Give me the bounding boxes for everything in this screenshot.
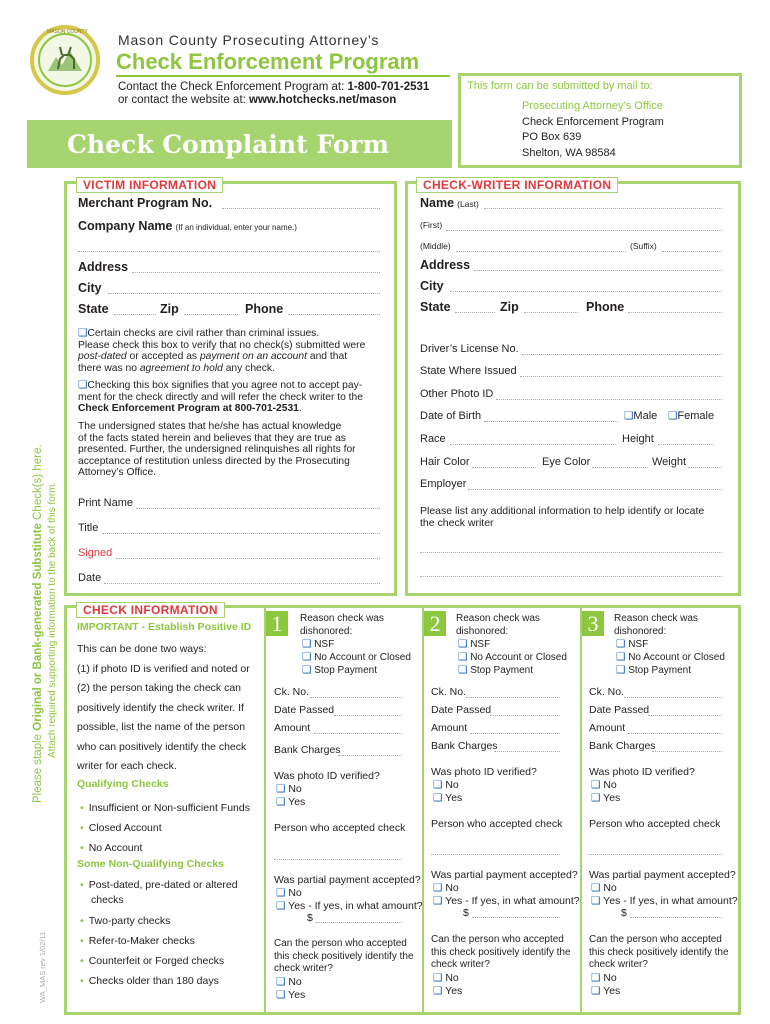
company-label: Company Name (If an individual, enter your name.) (78, 219, 297, 233)
ck-no-input-3[interactable] (624, 688, 722, 698)
victim-phone-input[interactable] (288, 305, 380, 315)
reason-heading-2: Reason check was dishonored: (456, 613, 540, 637)
weight-label: Weight (652, 456, 687, 468)
undersigned-paragraph: The undersigned states that he/she has actual knowledge of the facts stated herein and believes that they are true as presented. Further, the undersigned relinquishes all rights for acceptance of restitution unless directed by the Prosecuting Attorney’s Office. (78, 421, 356, 478)
victim-state-label: State (78, 302, 109, 316)
race-input[interactable] (450, 435, 616, 445)
accepted-by-label-1: Person who accepted check (274, 822, 406, 834)
list-item: • Refer-to-Maker checks (80, 935, 195, 947)
contact-prefix: Contact the Check Enforcement Program at: (118, 81, 348, 93)
print-name-label: Print Name (78, 497, 134, 509)
identify-q-1: Can the person who accepted this check positively identify the check writer? (274, 938, 414, 974)
mail-line-1: Prosecuting Attorney’s Office (522, 100, 663, 112)
writer-first-input[interactable] (446, 221, 722, 231)
list-item: checks (91, 894, 124, 906)
instruction-line: possible, list the name of the person (77, 721, 246, 733)
signed-label: Signed (78, 547, 113, 559)
partial-yes-3[interactable]: ❑ Yes - If yes, in what amount? (591, 895, 738, 907)
date-input[interactable] (104, 574, 380, 584)
writer-state-label: State (420, 300, 451, 314)
victim-city-input[interactable] (108, 284, 380, 294)
title-label: Title (78, 522, 99, 534)
nonqualifying-heading: Some Non-Qualifying Checks (77, 858, 225, 870)
hair-input[interactable] (472, 458, 536, 468)
writer-phone-label: Phone (586, 300, 625, 314)
partial-no-3[interactable]: ❑ No (591, 882, 617, 894)
writer-suffix-input[interactable] (662, 242, 722, 252)
check-info-legend: CHECK INFORMATION (76, 602, 225, 618)
accepted-by-input-2[interactable] (431, 845, 560, 855)
column-divider-2 (580, 608, 582, 1012)
other-id-input[interactable] (496, 390, 722, 400)
victim-legend: VICTIM INFORMATION (76, 177, 223, 193)
program-name: Check Enforcement Program (116, 49, 420, 74)
identify-q-3: Can the person who accepted this check positively identify the check writer? (589, 934, 729, 970)
bank-charges-label-1: Bank Charges (274, 744, 341, 756)
male-checkbox[interactable]: ❑ (624, 410, 634, 422)
date-passed-input-1[interactable] (334, 706, 402, 716)
photo-q-1: Was photo ID verified? (274, 770, 380, 782)
list-item: • Post-dated, pre-dated or altered (80, 879, 238, 891)
contact-web[interactable]: www.hotchecks.net/mason (249, 94, 397, 106)
photo-no-3[interactable]: ❑ No (591, 779, 617, 791)
reason-closed-3[interactable]: ❑ No Account or Closed (616, 651, 725, 663)
partial-no-1[interactable]: ❑ No (276, 887, 302, 899)
employer-input[interactable] (468, 480, 722, 490)
victim-phone-label: Phone (245, 302, 284, 316)
partial-yes-1[interactable]: ❑ Yes - If yes, in what amount? (276, 900, 423, 912)
identify-no-2[interactable]: ❑ No (433, 972, 459, 984)
eye-label: Eye Color (542, 456, 591, 468)
height-input[interactable] (658, 435, 714, 445)
date-passed-label-3: Date Passed (589, 704, 650, 716)
photo-no-2[interactable]: ❑ No (433, 779, 459, 791)
contact-line-1 (118, 81, 429, 93)
race-label: Race (420, 433, 446, 445)
form-title-banner (27, 120, 452, 168)
writer-middle-label: (Middle) (420, 241, 451, 251)
list-item: • Insufficient or Non-sufficient Funds (80, 802, 250, 814)
list-item: • Checks older than 180 days (80, 975, 219, 987)
photo-q-3: Was photo ID verified? (589, 766, 695, 778)
dl-input[interactable] (522, 345, 722, 355)
dob-label: Date of Birth (420, 410, 482, 422)
accepted-by-label-3: Person who accepted check (589, 818, 721, 830)
writer-address-input[interactable] (474, 261, 722, 271)
instruction-line: (2) the person taking the check can (77, 682, 242, 694)
other-id-label: Other Photo ID (420, 388, 494, 400)
reason-options-2 (458, 638, 567, 677)
title-input[interactable] (102, 524, 380, 534)
victim-zip-label: Zip (160, 302, 179, 316)
amount-label-2: Amount (431, 722, 468, 734)
writer-name-label: Name (Last) (420, 196, 479, 210)
partial-q-1: Was partial payment accepted? (274, 874, 421, 886)
reason-stop-3[interactable]: ❑ Stop Payment (616, 664, 692, 676)
identify-q-2: Can the person who accepted this check positively identify the check writer? (431, 934, 571, 970)
merchant-label: Merchant Program No. (78, 196, 213, 210)
company-input[interactable] (78, 242, 380, 252)
partial-dollar-1: $ (307, 912, 313, 924)
date-passed-input-2[interactable] (490, 706, 560, 716)
reason-options-1 (302, 638, 411, 677)
dl-label: Driver’s License No. (420, 343, 519, 355)
instruction-line: This can be done two ways: (77, 643, 207, 655)
elk-icon (34, 29, 96, 91)
ck-no-label-3: Ck. No. (589, 686, 625, 698)
identify-yes-2[interactable]: ❑ Yes (433, 985, 463, 997)
header-rule (116, 75, 450, 77)
date-passed-input-3[interactable] (648, 706, 722, 716)
weight-input[interactable] (688, 458, 722, 468)
eye-input[interactable] (592, 458, 648, 468)
writer-zip-input[interactable] (524, 303, 578, 313)
writer-zip-label: Zip (500, 300, 519, 314)
positive-id-instructions (77, 640, 250, 777)
instruction-line: writer for each check. (77, 760, 177, 772)
writer-phone-input[interactable] (628, 303, 722, 313)
instruction-line: positively identify the check writer. If (77, 701, 244, 714)
mail-intro: This form can be submitted by mail to: (467, 80, 653, 92)
male-option[interactable]: ❑Male (624, 410, 658, 422)
reason-nsf-1[interactable]: ❑ NSF (302, 638, 335, 650)
qualifying-list (80, 798, 250, 858)
column-divider-left (264, 608, 266, 1012)
nonqualifying-list (80, 878, 238, 989)
check-column-number-2: 2 (424, 611, 446, 636)
staple-instruction (32, 383, 44, 803)
reason-stop-1[interactable]: ❑ Stop Payment (302, 664, 378, 676)
female-option[interactable]: ❑Female (668, 410, 715, 422)
additional-input-1[interactable] (420, 543, 722, 553)
logo-ring-text: MASON COUNTY (47, 29, 88, 35)
accepted-by-input-1[interactable] (274, 850, 402, 860)
bank-charges-label-2: Bank Charges (431, 740, 498, 752)
staple-bold: Original or Bank-generated Substitute (32, 523, 44, 731)
bank-charges-input-3[interactable] (652, 742, 722, 752)
writer-state-input[interactable] (455, 303, 495, 313)
date-passed-label-1: Date Passed (274, 704, 335, 716)
partial-q-2: Was partial payment accepted? (431, 869, 578, 881)
writer-legend: CHECK-WRITER INFORMATION (416, 177, 618, 193)
partial-amount-input-1[interactable] (316, 913, 402, 923)
contact-line-2 (118, 94, 396, 106)
identify-no-1[interactable]: ❑ No (276, 976, 302, 988)
photo-no-1[interactable]: ❑ No (276, 783, 302, 795)
list-item: • Two-party checks (80, 915, 171, 927)
mail-line-2: Check Enforcement Program (522, 116, 664, 128)
qualifying-heading: Qualifying Checks (77, 778, 169, 790)
list-item: • No Account (80, 842, 143, 854)
ck-no-input-2[interactable] (466, 688, 560, 698)
reason-heading-3: Reason check was dishonored: (614, 613, 698, 637)
amount-label-1: Amount (274, 722, 311, 734)
state-issued-label: State Where Issued (420, 365, 517, 377)
amount-input-2[interactable] (470, 724, 560, 734)
web-prefix: or contact the website at: (118, 94, 250, 106)
female-checkbox[interactable]: ❑ (668, 410, 678, 422)
photo-yes-3[interactable]: ❑ Yes (591, 792, 621, 804)
reason-stop-2[interactable]: ❑ Stop Payment (458, 664, 534, 676)
mail-line-3: PO Box 639 (522, 131, 582, 143)
dob-input[interactable] (484, 412, 618, 422)
photo-yes-1[interactable]: ❑ Yes (276, 796, 306, 808)
writer-middle-input[interactable] (456, 242, 626, 252)
reason-closed-2[interactable]: ❑ No Account or Closed (458, 651, 567, 663)
writer-city-input[interactable] (450, 282, 722, 292)
date-label: Date (78, 572, 102, 584)
civil-paragraph: ❑Certain checks are civil rather than criminal issues. Please check this box to verify that no check(s) submitted were post-dated or accepted as payment on an account and that there was no agreement to hold any check. (78, 327, 366, 374)
attach-instruction: Attach required supporting information to the back of this form. (47, 481, 58, 758)
reason-nsf-2[interactable]: ❑ NSF (458, 638, 491, 650)
list-item: • Closed Account (80, 822, 162, 834)
victim-zip-input[interactable] (184, 305, 238, 315)
bank-charges-label-3: Bank Charges (589, 740, 656, 752)
employer-label: Employer (420, 478, 467, 490)
writer-last-input[interactable] (484, 199, 722, 209)
accepted-by-input-3[interactable] (589, 845, 722, 855)
writer-first-label: (First) (420, 220, 443, 230)
important-note: IMPORTANT - Establish Positive ID (77, 621, 252, 633)
ck-no-label-1: Ck. No. (274, 686, 310, 698)
additional-input-2[interactable] (420, 567, 722, 577)
amount-input-3[interactable] (628, 724, 722, 734)
partial-amount-input-3[interactable] (630, 908, 722, 918)
photo-yes-2[interactable]: ❑ Yes (433, 792, 463, 804)
identify-yes-1[interactable]: ❑ Yes (276, 989, 306, 1001)
state-issued-input[interactable] (520, 367, 722, 377)
identify-no-3[interactable]: ❑ No (591, 972, 617, 984)
bank-charges-input-2[interactable] (494, 742, 560, 752)
mail-line-4: Shelton, WA 98584 (522, 147, 616, 159)
height-label: Height (622, 433, 654, 445)
county-seal-logo (30, 25, 100, 95)
agree-paragraph: ❑Checking this box signifies that you agree not to accept pay- ment for the check directly and will refer the check writer to the Check Enforcement Program at 800-701-2531. (78, 379, 363, 414)
print-name-input[interactable] (136, 499, 380, 509)
reason-options-3 (616, 638, 725, 677)
column-divider-1 (422, 608, 424, 1012)
accepted-by-label-2: Person who accepted check (431, 818, 563, 830)
civil-checkbox[interactable]: ❑ (78, 327, 88, 339)
reason-closed-1[interactable]: ❑ No Account or Closed (302, 651, 411, 663)
instruction-line: who can positively identify the check (77, 740, 247, 753)
victim-address-input[interactable] (132, 263, 380, 273)
reason-nsf-3[interactable]: ❑ NSF (616, 638, 649, 650)
signed-input[interactable] (116, 549, 380, 559)
agree-checkbox[interactable]: ❑ (78, 379, 88, 391)
partial-dollar-2: $ (463, 907, 469, 919)
instruction-line: (1) if photo ID is verified and noted or (77, 662, 250, 675)
revision-note: WA_MAS rev 1/02/11 (38, 931, 47, 1003)
ck-no-label-2: Ck. No. (431, 686, 467, 698)
amount-input-1[interactable] (314, 724, 402, 734)
identify-yes-3[interactable]: ❑ Yes (591, 985, 621, 997)
form-title: Check Complaint Form (67, 130, 390, 159)
check-column-number-3: 3 (582, 611, 604, 636)
partial-dollar-3: $ (621, 907, 627, 919)
bank-charges-input-1[interactable] (338, 746, 402, 756)
partial-no-2[interactable]: ❑ No (433, 882, 459, 894)
writer-address-label: Address (420, 258, 471, 272)
hair-label: Hair Color (420, 456, 470, 468)
writer-city-label: City (420, 279, 444, 293)
ck-no-input-1[interactable] (310, 688, 402, 698)
partial-yes-2[interactable]: ❑ Yes - If yes, in what amount? (433, 895, 580, 907)
additional-info-label: Please list any additional information to help identify or locate the check writer (420, 505, 705, 529)
photo-q-2: Was photo ID verified? (431, 766, 537, 778)
victim-state-input[interactable] (114, 305, 156, 315)
list-item: • Counterfeit or Forged checks (80, 955, 225, 967)
partial-q-3: Was partial payment accepted? (589, 869, 736, 881)
reason-heading-1: Reason check was dishonored: (300, 613, 384, 637)
staple-prefix: Please staple (32, 730, 44, 803)
merchant-input[interactable] (222, 199, 380, 209)
partial-amount-input-2[interactable] (472, 908, 560, 918)
victim-address-label: Address (78, 260, 129, 274)
org-name: Mason County Prosecuting Attorney’s (118, 32, 380, 48)
contact-phone: 1-800-701-2531 (347, 81, 430, 93)
staple-suffix: Check(s) here. (32, 444, 44, 524)
writer-suffix-label: (Suffix) (630, 241, 657, 251)
check-column-number-1: 1 (266, 611, 288, 636)
victim-city-label: City (78, 281, 102, 295)
date-passed-label-2: Date Passed (431, 704, 492, 716)
amount-label-3: Amount (589, 722, 626, 734)
